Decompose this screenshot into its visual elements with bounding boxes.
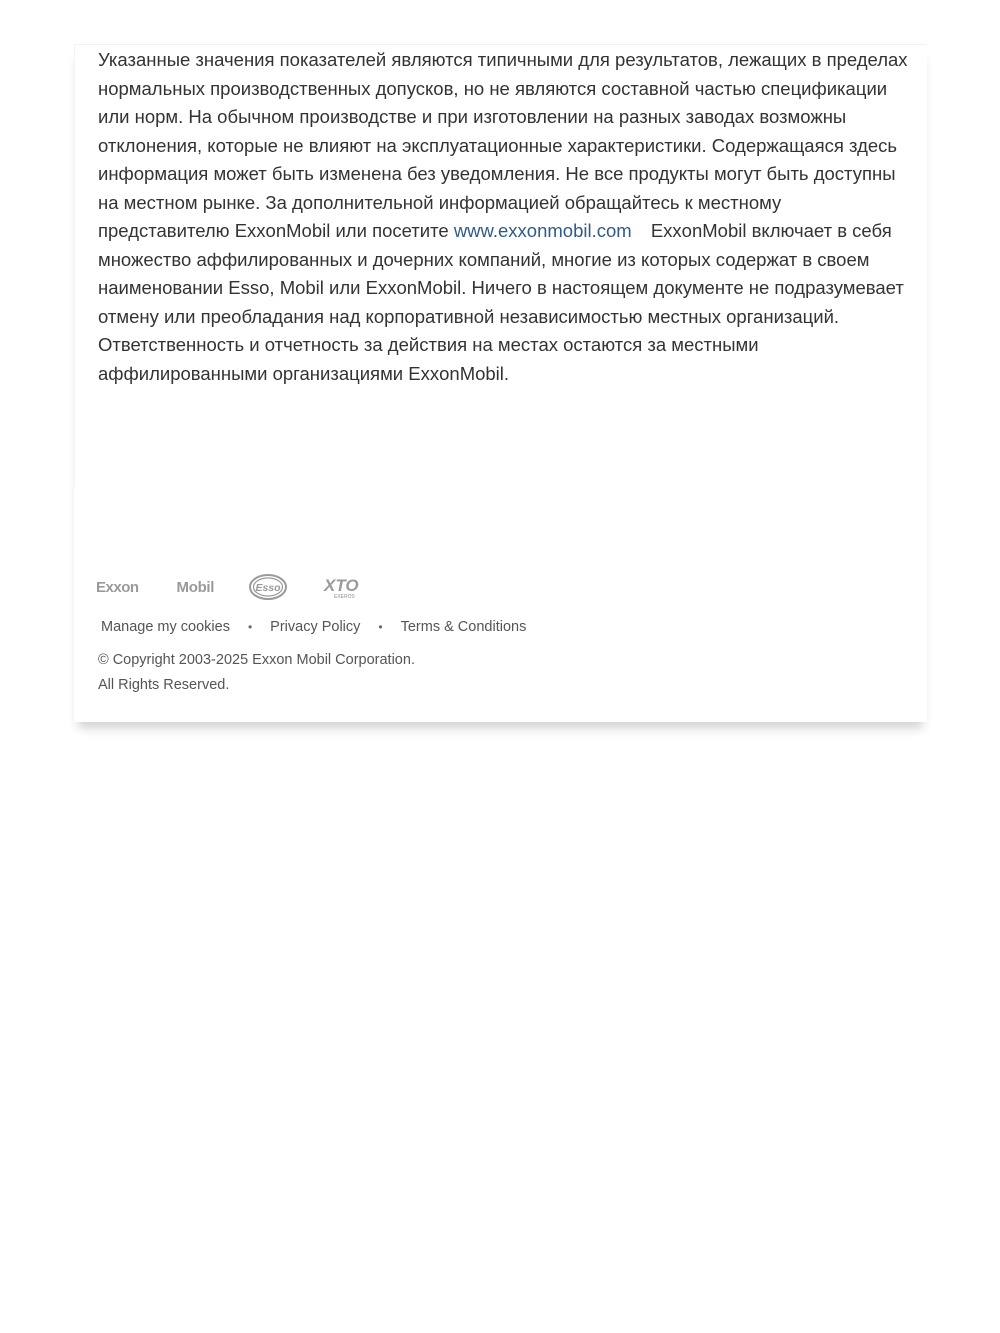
mobil-logo [177,579,215,596]
terms-conditions-link[interactable]: Terms & Conditions [400,619,527,635]
manage-cookies-link[interactable]: Manage my cookies [101,619,230,635]
disclaimer-paragraph [98,46,908,388]
esso-logo-text: Esso [255,582,281,594]
page-card [74,44,927,722]
mobil-logo-text: Mobil [176,578,215,596]
xto-logo-subtext: EXEROS [334,594,356,600]
footer-separator: • [378,620,383,634]
xto-logo-text: XTO [324,576,359,595]
copyright [98,648,415,697]
copyright-line-1: © Copyright 2003-2025 Exxon Mobil Corporation. [98,652,415,668]
exxon-logo [96,579,139,596]
footer-links [101,619,526,635]
privacy-policy-link[interactable]: Privacy Policy [270,619,361,635]
disclaimer-text-part-1: Указанные значения показателей являются типичными для результатов, лежащих в пределах нормальных производственных допусков, но не являются составной частью спецификации или норм. На обычном производстве и при изготовлении на разных заводах возможны отклонения, которые не влияют на эксплуатационные характеристики. Содержащаяся здесь информация может быть изменена без уведомления. Не все продукты могут быть доступны на местном рынке. За дополнительной информацией обращайтесь к местному представителю ExxonMobil или посетите [98,49,908,241]
top-divider [74,44,927,45]
left-divider [74,44,75,486]
exxon-logo-text: Exxon [96,578,139,596]
footer-separator: • [247,620,253,634]
brand-logos [96,572,400,602]
esso-logo [248,573,288,601]
xto-logo [322,573,366,601]
disclaimer-text-part-2: ExxonMobil включает в себя множество аффилированных и дочерних компаний, многие из которых содержат в своем наименовании Esso, Mobil или ExxonMobil. Ничего в настоящем документе не подразумевает отмену или преобладания над корпоративной независимостью местных организаций. Ответственность и отчетность за действия на местах остаются за местными аффилированными организациями ExxonMobil. [98,220,904,384]
exxonmobil-website-link[interactable]: www.exxonmobil.com [453,220,632,241]
copyright-line-2: All Rights Reserved. [98,676,230,693]
